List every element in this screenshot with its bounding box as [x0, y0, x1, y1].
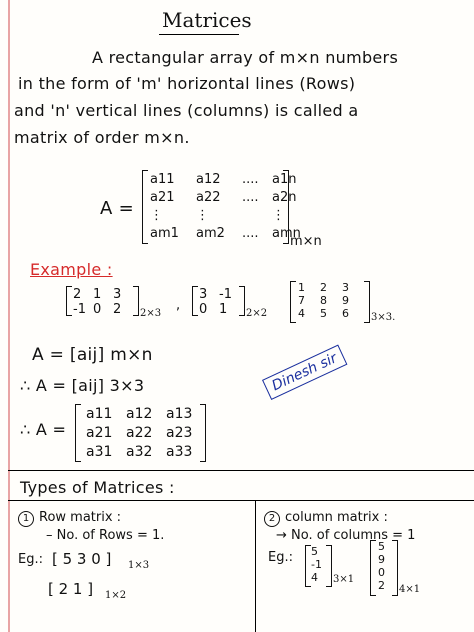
matrix-entry: 1 [219, 302, 228, 317]
example-m3-left-bracket [290, 281, 296, 323]
matrix-entry: 4 [311, 571, 318, 584]
example-m3-grid [298, 281, 364, 320]
matrix-entry: -1 [311, 558, 322, 571]
matrix-entry: 2 [113, 302, 122, 317]
aij-line-3-lhs: ∴ A = [20, 420, 67, 439]
definition-line-3: and 'n' vertical lines (columns) is called a [14, 101, 359, 120]
column-eg2-left-bracket [370, 540, 376, 596]
example-m3-right-bracket [364, 281, 370, 323]
matrix-entry [242, 208, 272, 223]
example-m1-order: 2×3 [140, 308, 162, 319]
matrix-entry: 2 [320, 281, 327, 294]
matrix-entry: .... [242, 226, 259, 241]
general-matrix-lhs: A = [100, 198, 135, 219]
column-matrix-heading [264, 510, 388, 527]
matrix-entry: a21 [86, 425, 113, 441]
definition-line-2: in the form of 'm' horizontal lines (Rows) [18, 74, 356, 93]
aij-matrix-left-bracket [75, 404, 81, 462]
column-matrix-rule: → No. of columns = 1 [276, 528, 416, 543]
row-matrix-example-1: [ 5 3 0 ] [52, 550, 112, 568]
types-heading: Types of Matrices : [20, 478, 175, 497]
section-divider-top [8, 470, 474, 471]
matrix-entry: 2 [73, 287, 82, 302]
aij-line-1: A = [aij] m×n [32, 345, 153, 365]
matrix-entry: a13 [166, 406, 193, 422]
matrix-entry: ⋮ [150, 208, 163, 223]
matrix-entry: 8 [320, 294, 327, 307]
title-underline [159, 34, 239, 35]
matrix-entry: a12 [196, 172, 221, 187]
column-eg2-right-bracket [392, 540, 398, 596]
matrix-entry: 1 [298, 281, 305, 294]
row-matrix-eg-label: Eg.: [18, 552, 43, 567]
matrix-entry: 7 [298, 294, 305, 307]
row-matrix-rule: – No. of Rows = 1. [46, 528, 165, 543]
matrix-entry: a22 [126, 425, 153, 441]
matrix-entry: a11 [150, 172, 175, 187]
page-title: Matrices [162, 8, 252, 32]
matrix-entry: a32 [126, 444, 153, 460]
matrix-entry: 9 [378, 553, 385, 566]
matrix-entry: -1 [73, 302, 86, 317]
matrix-entry: am2 [196, 226, 225, 241]
matrix-entry: .... [242, 172, 259, 187]
matrix-entry: 5 [311, 545, 318, 558]
example-m2-order: 2×2 [246, 308, 268, 319]
example-m2-left-bracket [192, 286, 198, 316]
general-matrix-right-bracket [283, 170, 289, 244]
matrix-entry: 2 [378, 579, 385, 592]
matrix-entry: .... [242, 190, 259, 205]
column-matrix-title: column matrix : [285, 510, 388, 525]
column-matrix-eg-label: Eg.: [268, 550, 293, 565]
matrix-entry: 1 [93, 287, 102, 302]
watermark-stamp: Dinesh sir [262, 345, 347, 400]
column-eg2-order: 4×1 [399, 584, 421, 595]
matrix-entry: ⋮ [196, 208, 209, 223]
aij-matrix-right-bracket [200, 404, 206, 462]
margin-line [8, 0, 10, 632]
matrix-entry: am1 [150, 226, 179, 241]
row-matrix-title: Row matrix : [39, 510, 122, 525]
column-matrix-number: 2 [264, 511, 280, 527]
row-matrix-example-1-order: 1×3 [128, 560, 150, 571]
row-matrix-example-2: [ 2 1 ] [48, 580, 94, 598]
section-divider-mid [8, 500, 474, 501]
column-eg2-grid [378, 540, 392, 592]
matrix-entry: a33 [166, 444, 193, 460]
example-label: Example : [30, 260, 113, 279]
example-m1-grid [73, 287, 133, 317]
row-matrix-number: 1 [18, 511, 34, 527]
matrix-entry: -1 [219, 287, 232, 302]
column-eg1-right-bracket [326, 545, 332, 587]
matrix-entry: ⋮ [272, 208, 285, 223]
matrix-entry: 5 [378, 540, 385, 553]
matrix-entry: a2n [272, 190, 297, 205]
definition-line-4: matrix of order m×n. [14, 128, 190, 147]
matrix-entry: 6 [342, 307, 349, 320]
matrix-entry: 3 [113, 287, 122, 302]
example-m1-right-bracket [133, 286, 139, 316]
matrix-entry: a22 [196, 190, 221, 205]
row-matrix-heading [18, 510, 121, 527]
row-matrix-example-2-order: 1×2 [105, 590, 127, 601]
example-m3-order: 3×3. [371, 312, 396, 323]
example-m1-left-bracket [66, 286, 72, 316]
matrix-entry: a11 [86, 406, 113, 422]
matrix-entry: a31 [86, 444, 113, 460]
aij-line-2: ∴ A = [aij] 3×3 [20, 376, 145, 395]
matrix-entry: 0 [199, 302, 208, 317]
matrix-entry: 4 [298, 307, 305, 320]
matrix-entry: 9 [342, 294, 349, 307]
example-m2-grid [199, 287, 239, 317]
matrix-entry: a21 [150, 190, 175, 205]
matrix-entry: 3 [342, 281, 349, 294]
matrix-entry: 5 [320, 307, 327, 320]
definition-line-1: A rectangular array of m×n numbers [92, 48, 399, 67]
example-comma: , [176, 298, 181, 313]
matrix-entry: 3 [199, 287, 208, 302]
aij-matrix-grid [86, 406, 206, 460]
matrix-entry: 0 [378, 566, 385, 579]
matrix-entry: 0 [93, 302, 102, 317]
matrix-entry: a1n [272, 172, 297, 187]
general-matrix-order: m×n [290, 234, 322, 249]
matrix-entry: a12 [126, 406, 153, 422]
matrix-entry: amn [272, 226, 301, 241]
column-divider [255, 500, 256, 632]
general-matrix-grid [150, 172, 302, 241]
example-m2-right-bracket [239, 286, 245, 316]
matrix-entry: a23 [166, 425, 193, 441]
column-eg1-order: 3×1 [333, 574, 355, 585]
general-matrix-left-bracket [142, 170, 148, 244]
